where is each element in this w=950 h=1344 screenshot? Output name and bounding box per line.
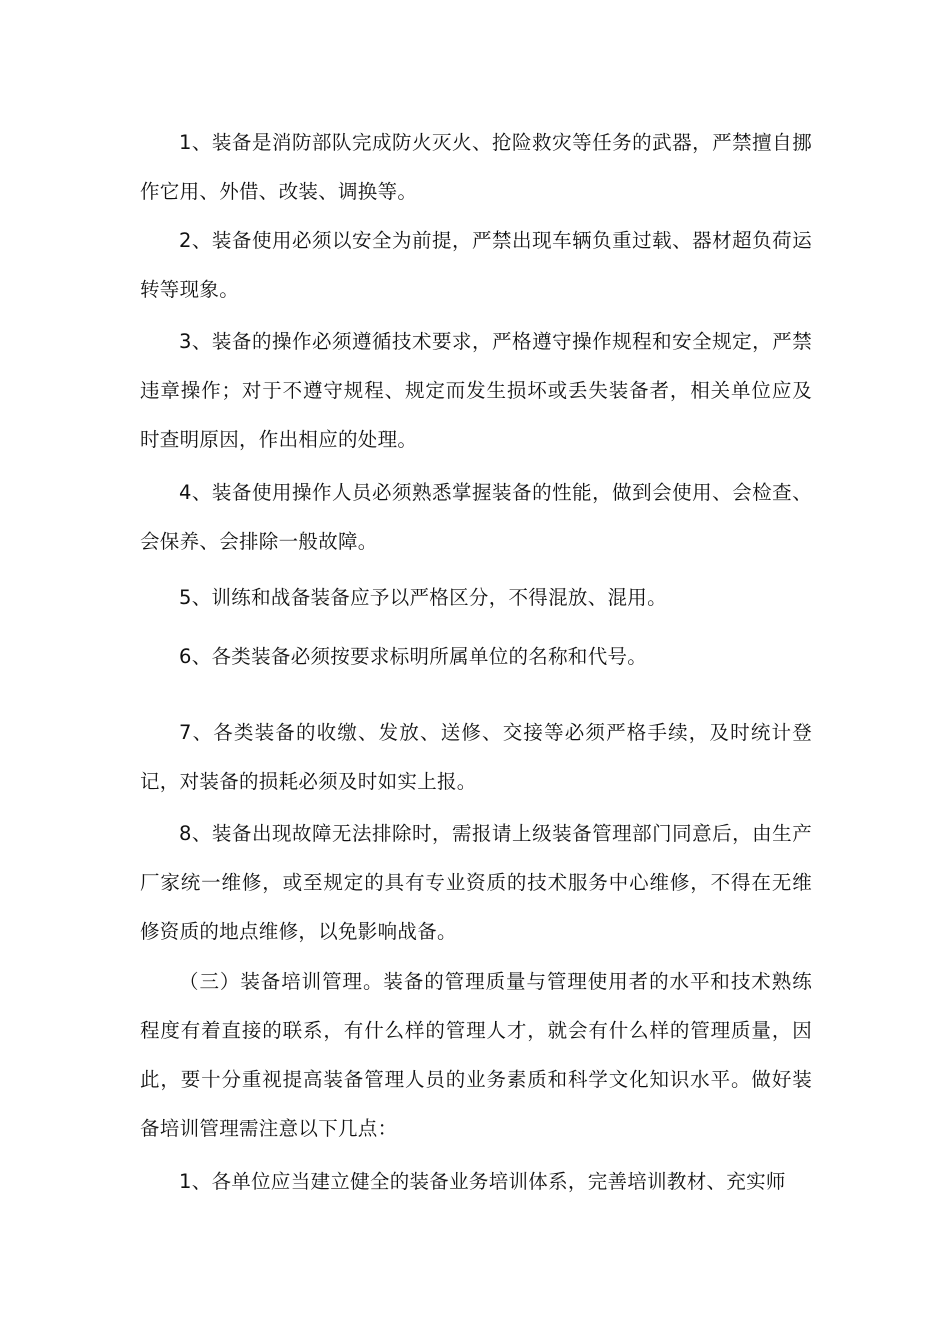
paragraph-1 bbox=[140, 118, 812, 216]
paragraph-7 bbox=[140, 708, 812, 806]
paragraph-6 bbox=[140, 632, 812, 681]
paragraph-text: （三）装备培训管理。装备的管理质量与管理使用者的水平和技术熟练程度有着直接的联系，有什么样的管理人才，就会有什么样的管理质量，因此，要十分重视提高装备管理人员的业务素质和科学文化知识水平。做好装备培训管理需注意以下几点： bbox=[140, 970, 812, 1140]
paragraph-text: 7、各类装备的收缴、发放、送修、交接等必须严格手续，及时统计登记，对装备的损耗必须及时如实上报。 bbox=[140, 721, 812, 793]
paragraph-5 bbox=[140, 573, 812, 622]
paragraph-3 bbox=[140, 317, 812, 464]
paragraph-text: 2、装备使用必须以安全为前提，严禁出现车辆负重过载、器材超负荷运转等现象。 bbox=[140, 229, 812, 301]
paragraph-text: 4、装备使用操作人员必须熟悉掌握装备的性能，做到会使用、会检查、会保养、会排除一般故障。 bbox=[140, 481, 812, 553]
paragraph-2 bbox=[140, 216, 812, 314]
paragraph-text: 6、各类装备必须按要求标明所属单位的名称和代号。 bbox=[179, 645, 648, 668]
paragraph-text: 3、装备的操作必须遵循技术要求，严格遵守操作规程和安全规定，严禁违章操作；对于不遵守规程、规定而发生损坏或丢失装备者，相关单位应及时查明原因，作出相应的处理。 bbox=[140, 330, 812, 451]
section-heading-paragraph bbox=[140, 957, 812, 1153]
paragraph-8 bbox=[140, 809, 812, 956]
paragraph-4 bbox=[140, 468, 812, 566]
paragraph-10 bbox=[140, 1157, 812, 1206]
paragraph-text: 1、各单位应当建立健全的装备业务培训体系，完善培训教材、充实师 bbox=[179, 1170, 786, 1193]
paragraph-text: 5、训练和战备装备应予以严格区分，不得混放、混用。 bbox=[179, 586, 667, 609]
paragraph-text: 1、装备是消防部队完成防火灭火、抢险救灾等任务的武器，严禁擅自挪作它用、外借、改装、调换等。 bbox=[140, 131, 812, 203]
paragraph-text: 8、装备出现故障无法排除时，需报请上级装备管理部门同意后，由生产厂家统一维修，或至规定的具有专业资质的技术服务中心维修，不得在无维修资质的地点维修，以免影响战备。 bbox=[140, 822, 812, 943]
